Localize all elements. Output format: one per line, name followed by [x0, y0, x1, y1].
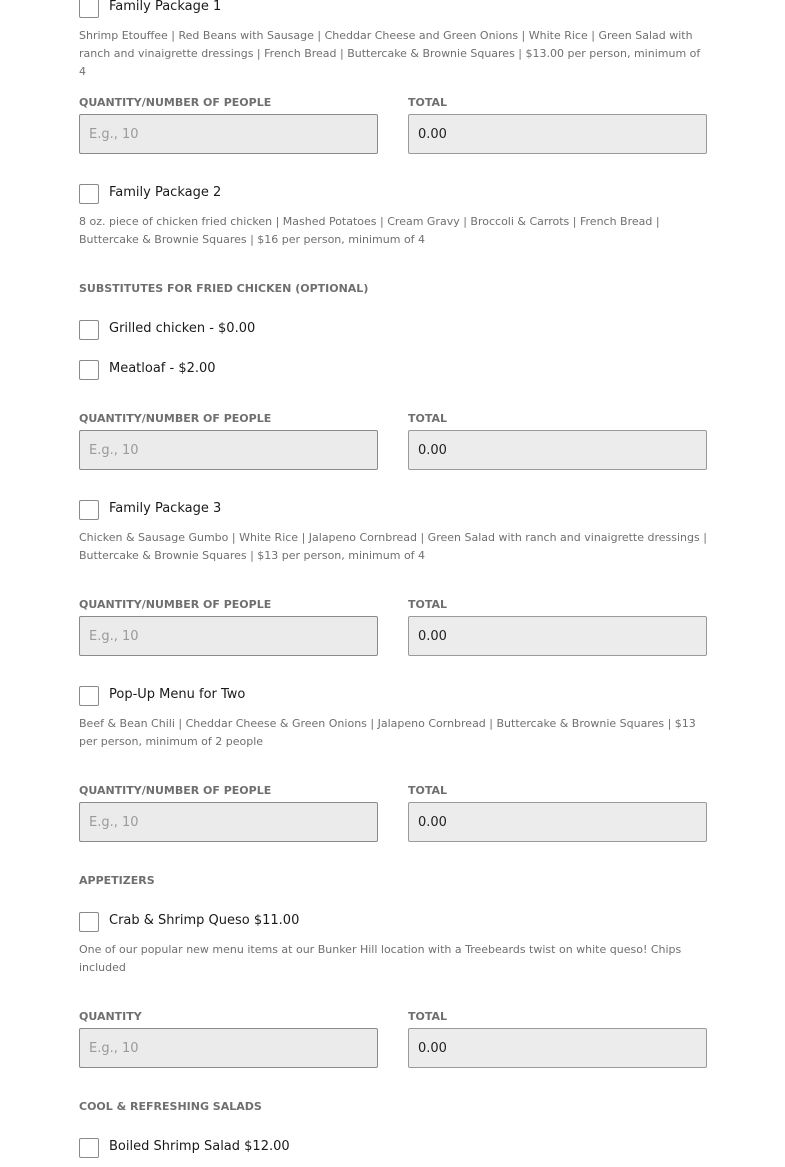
pkg1-total-label: TOTAL: [408, 96, 448, 109]
popup-quantity-input[interactable]: [79, 802, 378, 842]
pkg2-total-label: TOTAL: [408, 412, 448, 425]
substitutes-heading: SUBSTITUTES FOR FRIED CHICKEN (OPTIONAL): [79, 282, 369, 295]
pkg1-qty-label: QUANTITY/NUMBER OF PEOPLE: [79, 96, 272, 109]
pkg1-total-field: [408, 114, 707, 154]
grilled-chicken-checkbox[interactable]: [79, 320, 99, 340]
queso-total-label: TOTAL: [408, 1010, 448, 1023]
pkg3-total-label: TOTAL: [408, 598, 448, 611]
family-package-1-checkbox[interactable]: [79, 0, 99, 18]
pkg3-total-field: [408, 616, 707, 656]
appetizers-heading: APPETIZERS: [79, 874, 155, 887]
family-package-2-label: Family Package 2: [109, 185, 222, 200]
family-package-1-description: Shrimp Etouffee | Red Beans with Sausage | Cheddar Cheese and Green Onions | White Rice | Green Salad with ranch and vinaigrette dressings | French Bread | Buttercake & Brownie Squares | $13.00 per person, minimum of 4: [79, 29, 701, 78]
popup-menu-label: Pop-Up Menu for Two: [109, 687, 246, 702]
popup-total-label: TOTAL: [408, 784, 448, 797]
meatloaf-checkbox[interactable]: [79, 360, 99, 380]
pkg1-quantity-input[interactable]: [79, 114, 378, 154]
queso-total-field: [408, 1028, 707, 1068]
crab-shrimp-queso-checkbox[interactable]: [79, 912, 99, 932]
crab-shrimp-queso-description: One of our popular new menu items at our Bunker Hill location with a Treebeards twist on white queso! Chips included: [79, 943, 682, 974]
family-package-2-checkbox[interactable]: [79, 184, 99, 204]
popup-menu-description: Beef & Bean Chili | Cheddar Cheese & Green Onions | Jalapeno Cornbread | Buttercake & Brownie Squares | $13 per person, minimum of 2 people: [79, 717, 696, 748]
family-package-3-checkbox[interactable]: [79, 500, 99, 520]
grilled-chicken-label: Grilled chicken - $0.00: [109, 321, 256, 336]
family-package-2-description: 8 oz. piece of chicken fried chicken | Mashed Potatoes | Cream Gravy | Broccoli & Carrots | French Bread | Buttercake & Brownie Squares | $16 per person, minimum of 4: [79, 215, 660, 246]
salads-heading: COOL & REFRESHING SALADS: [79, 1100, 262, 1113]
queso-quantity-input[interactable]: [79, 1028, 378, 1068]
family-package-3-description: Chicken & Sausage Gumbo | White Rice | Jalapeno Cornbread | Green Salad with ranch and vinaigrette dressings | Buttercake & Brownie Squares | $13 per person, minimum of 4: [79, 531, 707, 562]
popup-total-field: [408, 802, 707, 842]
boiled-shrimp-salad-checkbox[interactable]: [79, 1138, 99, 1158]
popup-qty-label: QUANTITY/NUMBER OF PEOPLE: [79, 784, 272, 797]
meatloaf-label: Meatloaf - $2.00: [109, 361, 216, 376]
pkg3-quantity-input[interactable]: [79, 616, 378, 656]
boiled-shrimp-salad-label: Boiled Shrimp Salad $12.00: [109, 1139, 290, 1154]
popup-menu-checkbox[interactable]: [79, 686, 99, 706]
family-package-1-label: Family Package 1: [109, 0, 222, 14]
pkg2-total-field: [408, 430, 707, 470]
family-package-3-label: Family Package 3: [109, 501, 222, 516]
pkg2-quantity-input[interactable]: [79, 430, 378, 470]
pkg3-qty-label: QUANTITY/NUMBER OF PEOPLE: [79, 598, 272, 611]
crab-shrimp-queso-label: Crab & Shrimp Queso $11.00: [109, 913, 300, 928]
queso-qty-label: QUANTITY: [79, 1010, 142, 1023]
pkg2-qty-label: QUANTITY/NUMBER OF PEOPLE: [79, 412, 272, 425]
